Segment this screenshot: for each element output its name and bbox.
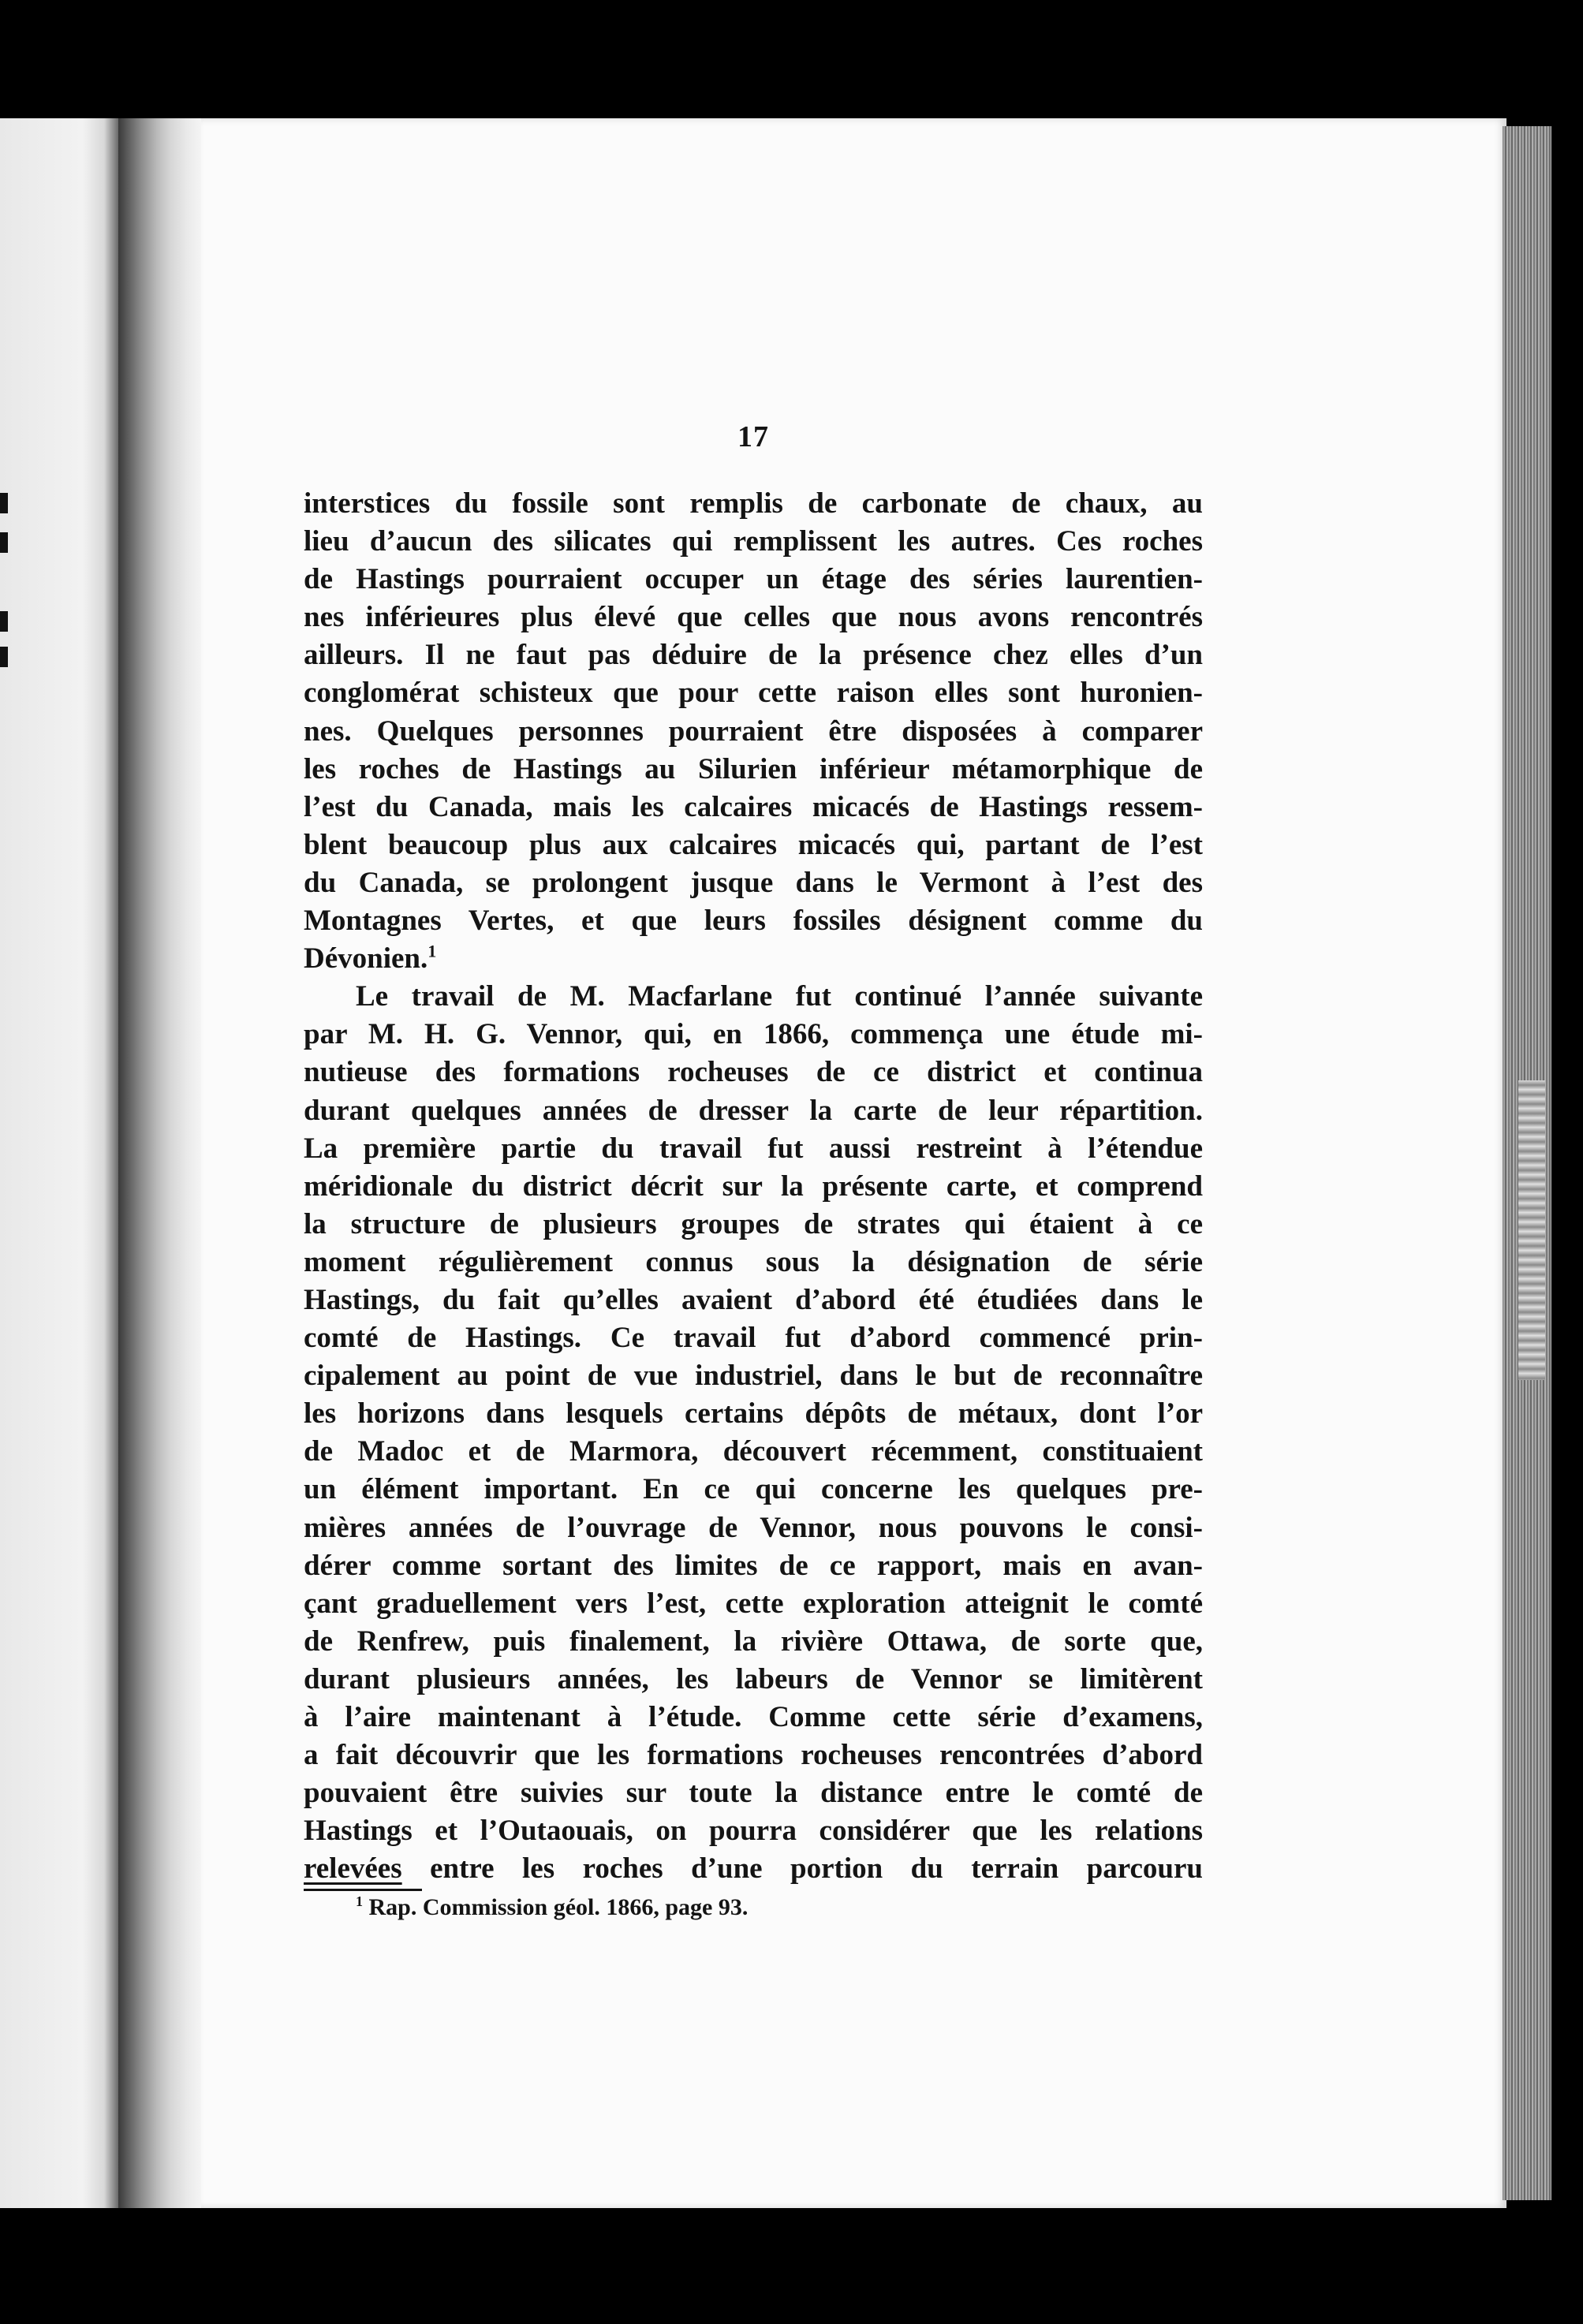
text-line [304,1812,1203,1850]
text-line [304,1206,1203,1244]
text-line [304,789,1203,826]
line-text: çant graduellement vers l’est, cette exploration atteignit le comté [304,1587,1203,1620]
footnote [356,1894,748,1921]
text-line [304,523,1203,561]
text-line [304,636,1203,674]
text-line [304,1623,1203,1661]
line-text: de Renfrew, puis finalement, la rivière Ottawa, de sorte que, [304,1625,1203,1658]
text-line [304,561,1203,599]
footnote-rule [304,1889,422,1891]
line-text: Montagnes Vertes, et que leurs fossiles désignent comme du [304,905,1203,938]
text-line [304,1774,1203,1812]
text-line [304,1433,1203,1471]
text-line [304,1168,1203,1206]
line-text: l’est du Canada, mais les calcaires micacés de Hastings ressem- [304,790,1203,823]
text-line [304,978,1203,1016]
line-text: un élément important. En ce qui concerne les quelques pre- [304,1473,1203,1506]
line-text: pouvaient être suivies sur toute la distance entre le comté de [304,1777,1203,1810]
line-text: la structure de plusieurs groupes de strates qui étaient à ce [304,1207,1203,1240]
line-text: nutieuse des formations rocheuses de ce district et continua [304,1056,1203,1089]
line-text: cipalement au point de vue industriel, dans le but de reconnaître [304,1360,1203,1393]
line-text: Le travail de M. Macfarlane fut continué l’année suivante [356,980,1203,1013]
line-text: comté de Hastings. Ce travail fut d’abord commencé prin- [304,1322,1203,1355]
text-line [304,1661,1203,1699]
text-line [304,485,1203,523]
line-text: Hastings, du fait qu’elles avaient d’abord été étudiées dans le [304,1283,1203,1316]
line-text: La première partie du travail fut aussi restreint à l’étendue [304,1132,1203,1165]
text-line [304,599,1203,636]
text-line [304,1244,1203,1281]
text-line [304,1130,1203,1168]
line-text: dérer comme sortant des limites de ce rapport, mais en avan- [304,1549,1203,1582]
text-line [304,1281,1203,1319]
line-text: durant quelques années de dresser la carte de leur répartition. [304,1094,1203,1127]
line-text: par M. H. G. Vennor, qui, en 1866, commença une étude mi- [304,1018,1203,1051]
text-line [304,713,1203,751]
line-text: à l’aire maintenant à l’étude. Comme cette série d’examens, [304,1701,1203,1733]
text-line [304,1357,1203,1395]
line-text: les roches de Hastings au Silurien inférieur métamorphique de [304,752,1203,785]
line-text: nes inférieures plus élevé que celles que nous avons rencontrés [304,601,1203,634]
line-text: lieu d’aucun des silicates qui remplissent les autres. Ces roches [304,525,1203,558]
line-text: moment régulièrement connus sous la désignation de série [304,1245,1203,1278]
page-number: 17 [737,420,769,453]
footnote-text: Rap. Commission géol. 1866, page 93. [363,1894,749,1920]
text-line [304,940,1203,978]
text-line [304,1850,1203,1888]
line-text: Hastings et l’Outaouais, on pourra considérer que les relations [304,1815,1203,1848]
line-text: conglomérat schisteux que pour cette raison elles sont huronien- [304,677,1203,710]
line-text: de Hastings pourraient occuper un étage des séries laurentien- [304,563,1203,596]
line-text: blent beaucoup plus aux calcaires micacés qui, partant de l’est [304,828,1203,861]
footnote-reference: 1 [427,941,437,961]
text-line [304,674,1203,712]
footnote-marker: 1 [356,1893,363,1910]
line-text: méridionale du district décrit sur la présente carte, et comprend [304,1169,1203,1203]
line-text: durant plusieurs années, les labeurs de Vennor se limitèrent [304,1662,1203,1695]
text-line [304,1016,1203,1054]
text-line [304,751,1203,789]
text-line [304,1054,1203,1091]
text-line [304,1736,1203,1774]
line-text: du Canada, se prolongent jusque dans le Vermont à l’est des [304,866,1203,899]
text-line [304,902,1203,940]
text-line [304,1509,1203,1547]
body-text [304,485,1203,1888]
line-text: nes. Quelques personnes pourraient être disposées à comparer [304,714,1203,748]
line-text: mières années de l’ouvrage de Vennor, nous pouvons le consi- [304,1511,1203,1544]
line-text: Dévonien. [304,942,428,975]
underlined-word: relevées [304,1852,402,1886]
text-line [304,1395,1203,1433]
text-line [304,1585,1203,1623]
line-text: de Madoc et de Marmora, découvert récemment, constituaient [304,1435,1203,1468]
text-line [304,1547,1203,1585]
text-line [304,1319,1203,1357]
line-text: interstices du fossile sont remplis de carbonate de chaux, au [304,487,1203,520]
line-text: entre les roches d’une portion du terrain parcouru [401,1852,1203,1886]
text-line [304,1471,1203,1509]
book-gutter [118,118,205,2208]
text-line [304,864,1203,902]
text-line [304,826,1203,864]
text-line [304,1092,1203,1130]
facing-page-edge [0,118,118,2208]
line-text: les horizons dans lesquels certains dépôts de métaux, dont l’or [304,1397,1203,1431]
line-text: a fait découvrir que les formations rocheuses rencontrées d’abord [304,1739,1203,1772]
page-tab-mark [1518,1080,1545,1380]
line-text: ailleurs. Il ne faut pas déduire de la présence chez elles d’un [304,639,1203,672]
text-line [304,1699,1203,1736]
